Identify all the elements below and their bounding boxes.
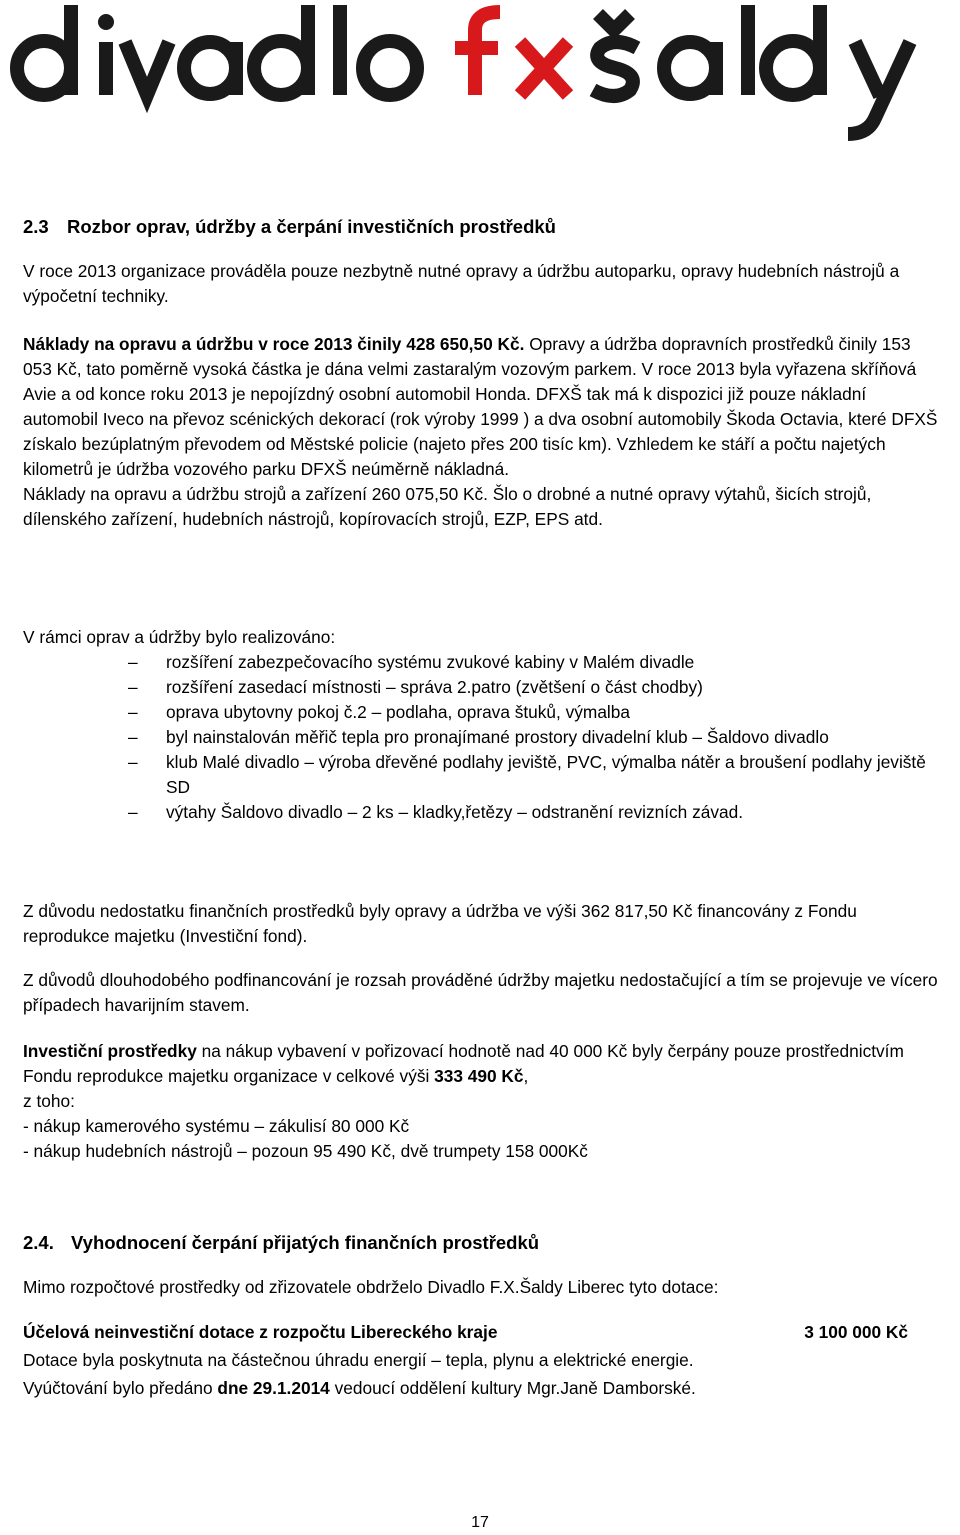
- repairs-list: [0, 650, 940, 825]
- grant-amount: 3 100 000 Kč: [804, 1322, 908, 1342]
- section-number: 2.3: [23, 216, 49, 237]
- bold-text: Náklady na opravu a údržbu v roce 2013 činily 428 650,50 Kč.: [23, 334, 525, 354]
- paragraph: Mimo rozpočtové prostředky od zřizovatele obdrželo Divadlo F.X.Šaldy Liberec tyto dotace:: [23, 1277, 719, 1297]
- bold-text: 333 490 Kč: [434, 1066, 524, 1086]
- list-item: [0, 725, 866, 750]
- list-item: [0, 800, 940, 825]
- section-title: Rozbor oprav, údržby a čerpání investičních prostředků: [67, 216, 556, 237]
- paragraph-text: Opravy a údržba dopravních prostředků činily 153 053 Kč, tato poměrně vysoká částka je dána velmi zastaralým vozovým parkem. V roce 2013 byla vyřazena skříňová Avie a od konce roku 2013 je nepojízdný osobní automobil Honda. DFXŠ tak má k dispozici již pouze nákladní automobil Iveco na převoz scénických dekorací (rok výroby 1999 ) a dva osobní automobily Škoda Octavia, které DFXŠ získalo bezúplatným převodem od Městské policie (najeto přes 200 tisíc km). Vzhledem ke stáří a počtu najetých kilometrů je údržba vozového parku DFXŠ neúměrně nákladná.: [23, 334, 938, 479]
- paragraph: Z důvodu nedostatku finančních prostředků byly opravy a údržba ve výši 362 817,50 Kč financovány z Fondu reprodukce majetku (Investiční fond).: [23, 901, 857, 946]
- list-intro: V rámci oprav a údržby bylo realizováno:: [23, 627, 336, 647]
- bold-text: Investiční prostředky: [23, 1041, 197, 1061]
- list-item-text: oprava ubytovny pokoj č.2 – podlaha, oprava štuků, výmalba: [166, 702, 630, 722]
- paragraph: Z důvodů dlouhodobého podfinancování je rozsah prováděné údržby majetku nedostačující a tím se projevuje ve vícero případech havarijním stavem.: [23, 970, 938, 1015]
- paragraph-text: ,: [523, 1066, 529, 1086]
- grant-purpose: Dotace byla poskytnuta na částečnou úhradu energií – tepla, plynu a elektrické energie.: [23, 1350, 694, 1370]
- section-title: Vyhodnocení čerpání přijatých finančních prostředků: [71, 1232, 540, 1253]
- paragraph: V roce 2013 organizace prováděla pouze nezbytně nutné opravy a údržbu autoparku, opravy hudebních nástrojů a výpočetní techniky.: [23, 261, 900, 306]
- paragraph-text: - nákup hudebních nástrojů – pozoun 95 490 Kč, dvě trumpety 158 000Kč: [23, 1141, 588, 1161]
- dash-marker: –: [128, 702, 138, 722]
- list-item: [0, 700, 940, 725]
- page-number: 17: [471, 1514, 489, 1531]
- bold-text: dne 29.1.2014: [217, 1378, 330, 1398]
- list-item-text: rozšíření zasedací místnosti – správa 2.patro (zvětšení o část chodby): [166, 677, 703, 697]
- dash-marker: –: [128, 727, 138, 747]
- list-item: [0, 650, 940, 675]
- grant-block: [23, 1320, 938, 1401]
- grant-settlement: [23, 1376, 938, 1401]
- list-item-text: rozšíření zabezpečovacího systému zvukové kabiny v Malém divadle: [166, 652, 695, 672]
- list-item-text: byl nainstalován měřič tepla pro pronajímané prostory divadelní klub – Šaldovo divadlo: [166, 727, 829, 747]
- dash-marker: –: [128, 677, 138, 697]
- paragraph: [23, 332, 938, 532]
- paragraph-text: vedoucí oddělení kultury Mgr.Janě Damborské.: [329, 1378, 696, 1398]
- section-2-3-heading: [23, 214, 938, 239]
- grant-row: [23, 1320, 908, 1345]
- paragraph-text: - nákup kamerového systému – zákulisí 80 000 Kč: [23, 1116, 410, 1136]
- list-item-text: klub Malé divadlo – výroba dřevěné podlahy jeviště, PVC, výmalba nátěr a broušení podlahy jeviště SD: [166, 752, 926, 797]
- section-2-4-heading: [23, 1230, 938, 1255]
- paragraph-text: na nákup vybavení v pořizovací hodnotě nad 40 000 Kč byly čerpány pouze prostřednictvím Fondu reprodukce majetku organizace v celkové výši: [23, 1041, 904, 1086]
- list-item: [0, 675, 940, 700]
- paragraph-text: Náklady na opravu a údržbu strojů a zařízení 260 075,50 Kč. Šlo o drobné a nutné opravy výtahů, šicích strojů, dílenského zařízení, hudebních nástrojů, kopírovacích strojů, EZP, EPS atd.: [23, 484, 872, 529]
- paragraph: [23, 1039, 938, 1164]
- list-item: [0, 750, 926, 800]
- paragraph-text: Vyúčtování bylo předáno: [23, 1378, 218, 1398]
- dash-marker: –: [128, 752, 138, 772]
- grant-label: Účelová neinvestiční dotace z rozpočtu Libereckého kraje: [23, 1322, 498, 1342]
- dash-marker: –: [128, 652, 138, 672]
- theatre-logo: [0, 0, 960, 160]
- list-item-text: výtahy Šaldovo divadlo – 2 ks – kladky,řetězy – odstranění revizních závad.: [166, 802, 743, 822]
- dash-marker: –: [128, 802, 138, 822]
- section-number: 2.4.: [23, 1232, 54, 1253]
- paragraph-text: z toho:: [23, 1091, 75, 1111]
